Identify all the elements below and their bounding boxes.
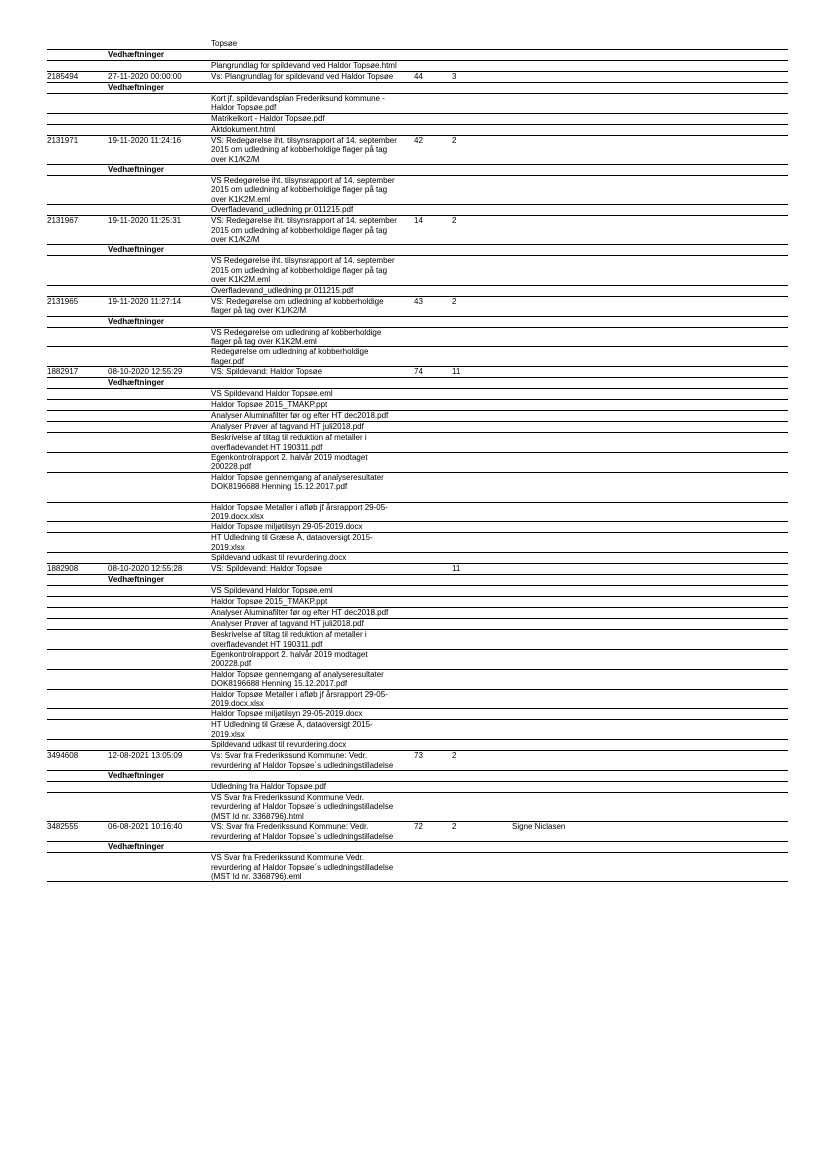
attachments-header-label: Vedhæftninger: [108, 245, 165, 255]
attachment-row: [47, 853, 788, 882]
attachment-filename[interactable]: Redegørelse om udledning af kobberholdige flager.pdf: [211, 347, 369, 366]
record-id: 3494608: [47, 751, 79, 761]
attachment-filename[interactable]: Haldor Topsøe miljøtilsyn 29-05-2019.docx: [211, 522, 363, 532]
attachment-row: [47, 709, 788, 720]
attachment-filename[interactable]: Egenkontrolrapport 2. halvår 2019 modtaget 200228.pdf: [211, 650, 368, 669]
attachment-row: [47, 553, 788, 564]
attachment-row: [47, 630, 788, 650]
record-number-1: 43: [414, 296, 423, 306]
attachment-filename[interactable]: Udledning fra Haldor Topsøe.pdf: [211, 782, 327, 792]
attachment-row: [47, 433, 788, 453]
attachment-row: [47, 94, 788, 114]
record-number-1: 73: [414, 751, 423, 761]
attachment-filename[interactable]: Spildevand udkast til revurdering.docx: [211, 740, 347, 750]
attachment-filename[interactable]: Spildevand udkast til revurdering.docx: [211, 553, 347, 563]
attachments-header-row: [47, 575, 788, 586]
record-title[interactable]: VS: Spildevand: Haldor Topsøe: [211, 367, 323, 377]
attachments-header-row: [47, 245, 788, 256]
record-id: 1882917: [47, 367, 79, 377]
attachment-row: [47, 720, 788, 740]
record-number-1: 74: [414, 367, 423, 377]
attachment-filename[interactable]: Haldor Topsøe 2015_TMAKP.ppt: [211, 400, 328, 410]
record-title[interactable]: VS: Spildevand: Haldor Topsøe: [211, 564, 323, 574]
attachment-row: [47, 522, 788, 533]
document-table: [47, 39, 788, 882]
attachment-filename[interactable]: Analyser Aluminafilter før og efter HT dec2018.pdf: [211, 411, 389, 421]
attachment-filename[interactable]: Haldor Topsøe gennemgang af analyseresultater DOK8196688 Henning 15.12.2017.pdf: [211, 472, 384, 492]
record-number-1: 14: [414, 216, 423, 226]
attachment-row: [47, 740, 788, 751]
record-date: 19-11-2020 11:27:14: [108, 296, 182, 306]
record-number-1: 42: [414, 135, 423, 145]
attachment-row: [47, 782, 788, 793]
record-title[interactable]: VS: Redegørelse iht. tilsynsrapport af 14. september 2015 om udledning af kobberholdige flager på tag over K1/K2/M: [211, 216, 397, 245]
attachment-filename[interactable]: HT Udledning til Græse Å, dataoversigt 2015-2019.xlsx: [211, 720, 373, 739]
attachment-filename[interactable]: VS Svar fra Frederikssund Kommune Vedr. revurdering af Haldor Topsøe´s udledningstilladelse (MST Id nr. 3368796).html: [211, 793, 394, 821]
attachment-filename[interactable]: Beskrivelse af tiltag til reduktion af metaller i overfladevandet HT 190311.pdf: [211, 433, 367, 452]
attachment-filename[interactable]: Matrikelkort - Haldor Topsøe.pdf: [211, 113, 325, 123]
attachment-row: [47, 533, 788, 553]
record-date: 08-10-2020 12:55:29: [108, 367, 183, 377]
attachment-filename[interactable]: Overfladevand_udledning pr 011215.pdf: [211, 285, 354, 295]
attachment-filename[interactable]: Egenkontrolrapport 2. halvår 2019 modtaget 200228.pdf: [211, 452, 368, 472]
record-number-2: 2: [452, 751, 457, 761]
record-row: [47, 136, 788, 165]
record-number-2: 11: [452, 367, 461, 377]
record-id: 3482555: [47, 822, 79, 832]
record-row: [47, 216, 788, 245]
record-row: [47, 564, 788, 575]
record-number-2: 2: [452, 296, 457, 306]
attachment-row: [47, 411, 788, 422]
record-date: 12-08-2021 13:05:09: [108, 751, 183, 761]
attachment-filename[interactable]: VS Redegørelse iht. tilsynsrapport af 14. september 2015 om udledning af kobberholdige flager på tag over K1K2M.eml: [211, 176, 395, 204]
attachment-filename[interactable]: VS Spildevand Haldor Topsøe.eml: [211, 586, 333, 596]
attachment-row: [47, 608, 788, 619]
attachment-row: [47, 597, 788, 608]
attachment-filename[interactable]: VS Redegørelse om udledning af kobberholdige flager på tag over K1K2M.eml: [211, 327, 382, 346]
attachment-row: [47, 328, 788, 348]
attachments-header-label: Vedhæftninger: [108, 842, 165, 852]
record-row: [47, 72, 788, 83]
record-number-2: 2: [452, 822, 457, 832]
record-number-1: 44: [414, 72, 423, 81]
attachment-row: [47, 205, 788, 216]
attachment-row: [47, 400, 788, 411]
record-date: 08-10-2020 12:55:28: [108, 564, 183, 574]
attachment-filename[interactable]: Overfladevand_udledning pr 011215.pdf: [211, 205, 354, 215]
record-id: 2131971: [47, 135, 79, 145]
attachment-row: [47, 347, 788, 367]
attachment-filename[interactable]: Plangrundlag for spildevand ved Haldor Topsøe.html: [211, 61, 397, 70]
attachment-filename[interactable]: Haldor Topsøe gennemgang af analyseresultater DOK8196688 Henning 15.12.2017.pdf: [211, 669, 384, 689]
attachment-filename[interactable]: Haldor Topsøe Metaller i afløb jf årsrapport 29-05-2019.docx.xlsx: [211, 689, 388, 709]
attachments-header-label: Vedhæftninger: [108, 378, 165, 388]
record-number-2: 3: [452, 72, 457, 81]
attachment-row: [47, 793, 788, 822]
attachment-row: [47, 503, 788, 523]
record-date: 06-08-2021 10:16:40: [108, 822, 183, 832]
record-row: [47, 297, 788, 317]
attachments-header-label: Vedhæftninger: [108, 316, 165, 326]
attachment-row: [47, 650, 788, 670]
attachment-row: [47, 690, 788, 710]
attachment-filename[interactable]: Beskrivelse af tiltag til reduktion af metaller i overfladevandet HT 190311.pdf: [211, 630, 367, 649]
record-id: 1882908: [47, 564, 79, 574]
record-title[interactable]: VS: Redegørelse om udledning af kobberholdige flager på tag over K1/K2/M: [211, 296, 384, 316]
record-date: 19-11-2020 11:24:16: [108, 135, 182, 145]
attachment-row: [47, 453, 788, 473]
attachment-filename[interactable]: Aktdokument.html: [211, 124, 276, 134]
attachment-row: [47, 256, 788, 285]
record-row: [47, 822, 788, 842]
attachments-header-row: [47, 165, 788, 176]
attachment-filename[interactable]: HT Udledning til Græse Å, dataoversigt 2015-2019.xlsx: [211, 533, 373, 552]
attachments-header-label: Vedhæftninger: [108, 165, 165, 175]
attachments-header-label: Vedhæftninger: [108, 575, 165, 585]
record-date: 27-11-2020 00:00:00: [108, 72, 182, 81]
record-title[interactable]: Vs: Svar fra Frederikssund Kommune: Vedr. revurdering af Haldor Topsøe´s udledningstilladelse: [211, 751, 394, 770]
record-row: [47, 367, 788, 378]
attachments-header-label: Vedhæftninger: [108, 50, 165, 59]
record-date: 19-11-2020 11:25:31: [108, 216, 182, 226]
attachment-row: [47, 473, 788, 503]
record-row: [47, 751, 788, 771]
attachments-header-row: [47, 83, 788, 94]
attachment-row: [47, 114, 788, 125]
attachment-filename[interactable]: Analyser Prøver af tagvand HT juli2018.pdf: [211, 422, 364, 432]
record-number-1: 72: [414, 822, 423, 832]
attachment-filename[interactable]: Analyser Prøver af tagvand HT juli2018.pdf: [211, 619, 364, 629]
record-id: 2185494: [47, 72, 79, 81]
record-id: 2131965: [47, 296, 79, 306]
attachment-filename[interactable]: VS Spildevand Haldor Topsøe.eml: [211, 389, 333, 399]
attachment-row: [47, 125, 788, 136]
record-number-2: 2: [452, 216, 457, 226]
attachment-row: [47, 176, 788, 205]
record-title[interactable]: Vs: Plangrundlag for spildevand ved Haldor Topsøe: [211, 72, 394, 81]
attachment-filename[interactable]: VS Svar fra Frederikssund Kommune Vedr. revurdering af Haldor Topsøe´s udledningstilladelse (MST Id nr. 3368796).eml: [211, 853, 394, 881]
record-id: 2131967: [47, 216, 79, 226]
attachment-row: [47, 39, 788, 50]
attachment-filename[interactable]: Haldor Topsøe Metaller i afløb jf årsrapport 29-05-2019.docx.xlsx: [211, 502, 388, 521]
attachment-filename[interactable]: Topsøe: [211, 39, 238, 48]
attachments-header-label: Vedhæftninger: [108, 771, 165, 781]
attachment-row: [47, 286, 788, 297]
attachment-filename[interactable]: Analyser Aluminafilter før og efter HT dec2018.pdf: [211, 608, 389, 618]
attachment-filename[interactable]: VS Redegørelse iht. tilsynsrapport af 14. september 2015 om udledning af kobberholdige flager på tag over K1K2M.eml: [211, 256, 395, 285]
attachments-header-row: [47, 842, 788, 853]
attachments-header-row: [47, 378, 788, 389]
record-number-2: 2: [452, 135, 457, 145]
attachment-row: [47, 61, 788, 72]
attachment-row: [47, 670, 788, 690]
attachments-header-row: [47, 50, 788, 61]
record-title[interactable]: VS: Redegørelse iht. tilsynsrapport af 14. september 2015 om udledning af kobberholdige flager på tag over K1/K2/M: [211, 135, 397, 164]
attachment-row: [47, 586, 788, 597]
attachment-row: [47, 422, 788, 433]
attachment-row: [47, 619, 788, 630]
attachment-filename[interactable]: Kort jf. spildevandsplan Frederiksund kommune - Haldor Topsøe.pdf: [211, 94, 385, 113]
record-person: Signe Niclasen: [512, 822, 566, 832]
attachments-header-label: Vedhæftninger: [108, 83, 165, 92]
record-number-2: 11: [452, 564, 461, 574]
attachment-row: [47, 389, 788, 400]
attachments-header-row: [47, 771, 788, 782]
attachment-filename[interactable]: Haldor Topsøe miljøtilsyn 29-05-2019.docx: [211, 709, 363, 719]
record-title[interactable]: VS: Svar fra Frederikssund Kommune: Vedr. revurdering af Haldor Topsøe´s udledningstilladelse: [211, 822, 394, 841]
attachment-filename[interactable]: Haldor Topsøe 2015_TMAKP.ppt: [211, 597, 328, 607]
attachments-header-row: [47, 317, 788, 328]
